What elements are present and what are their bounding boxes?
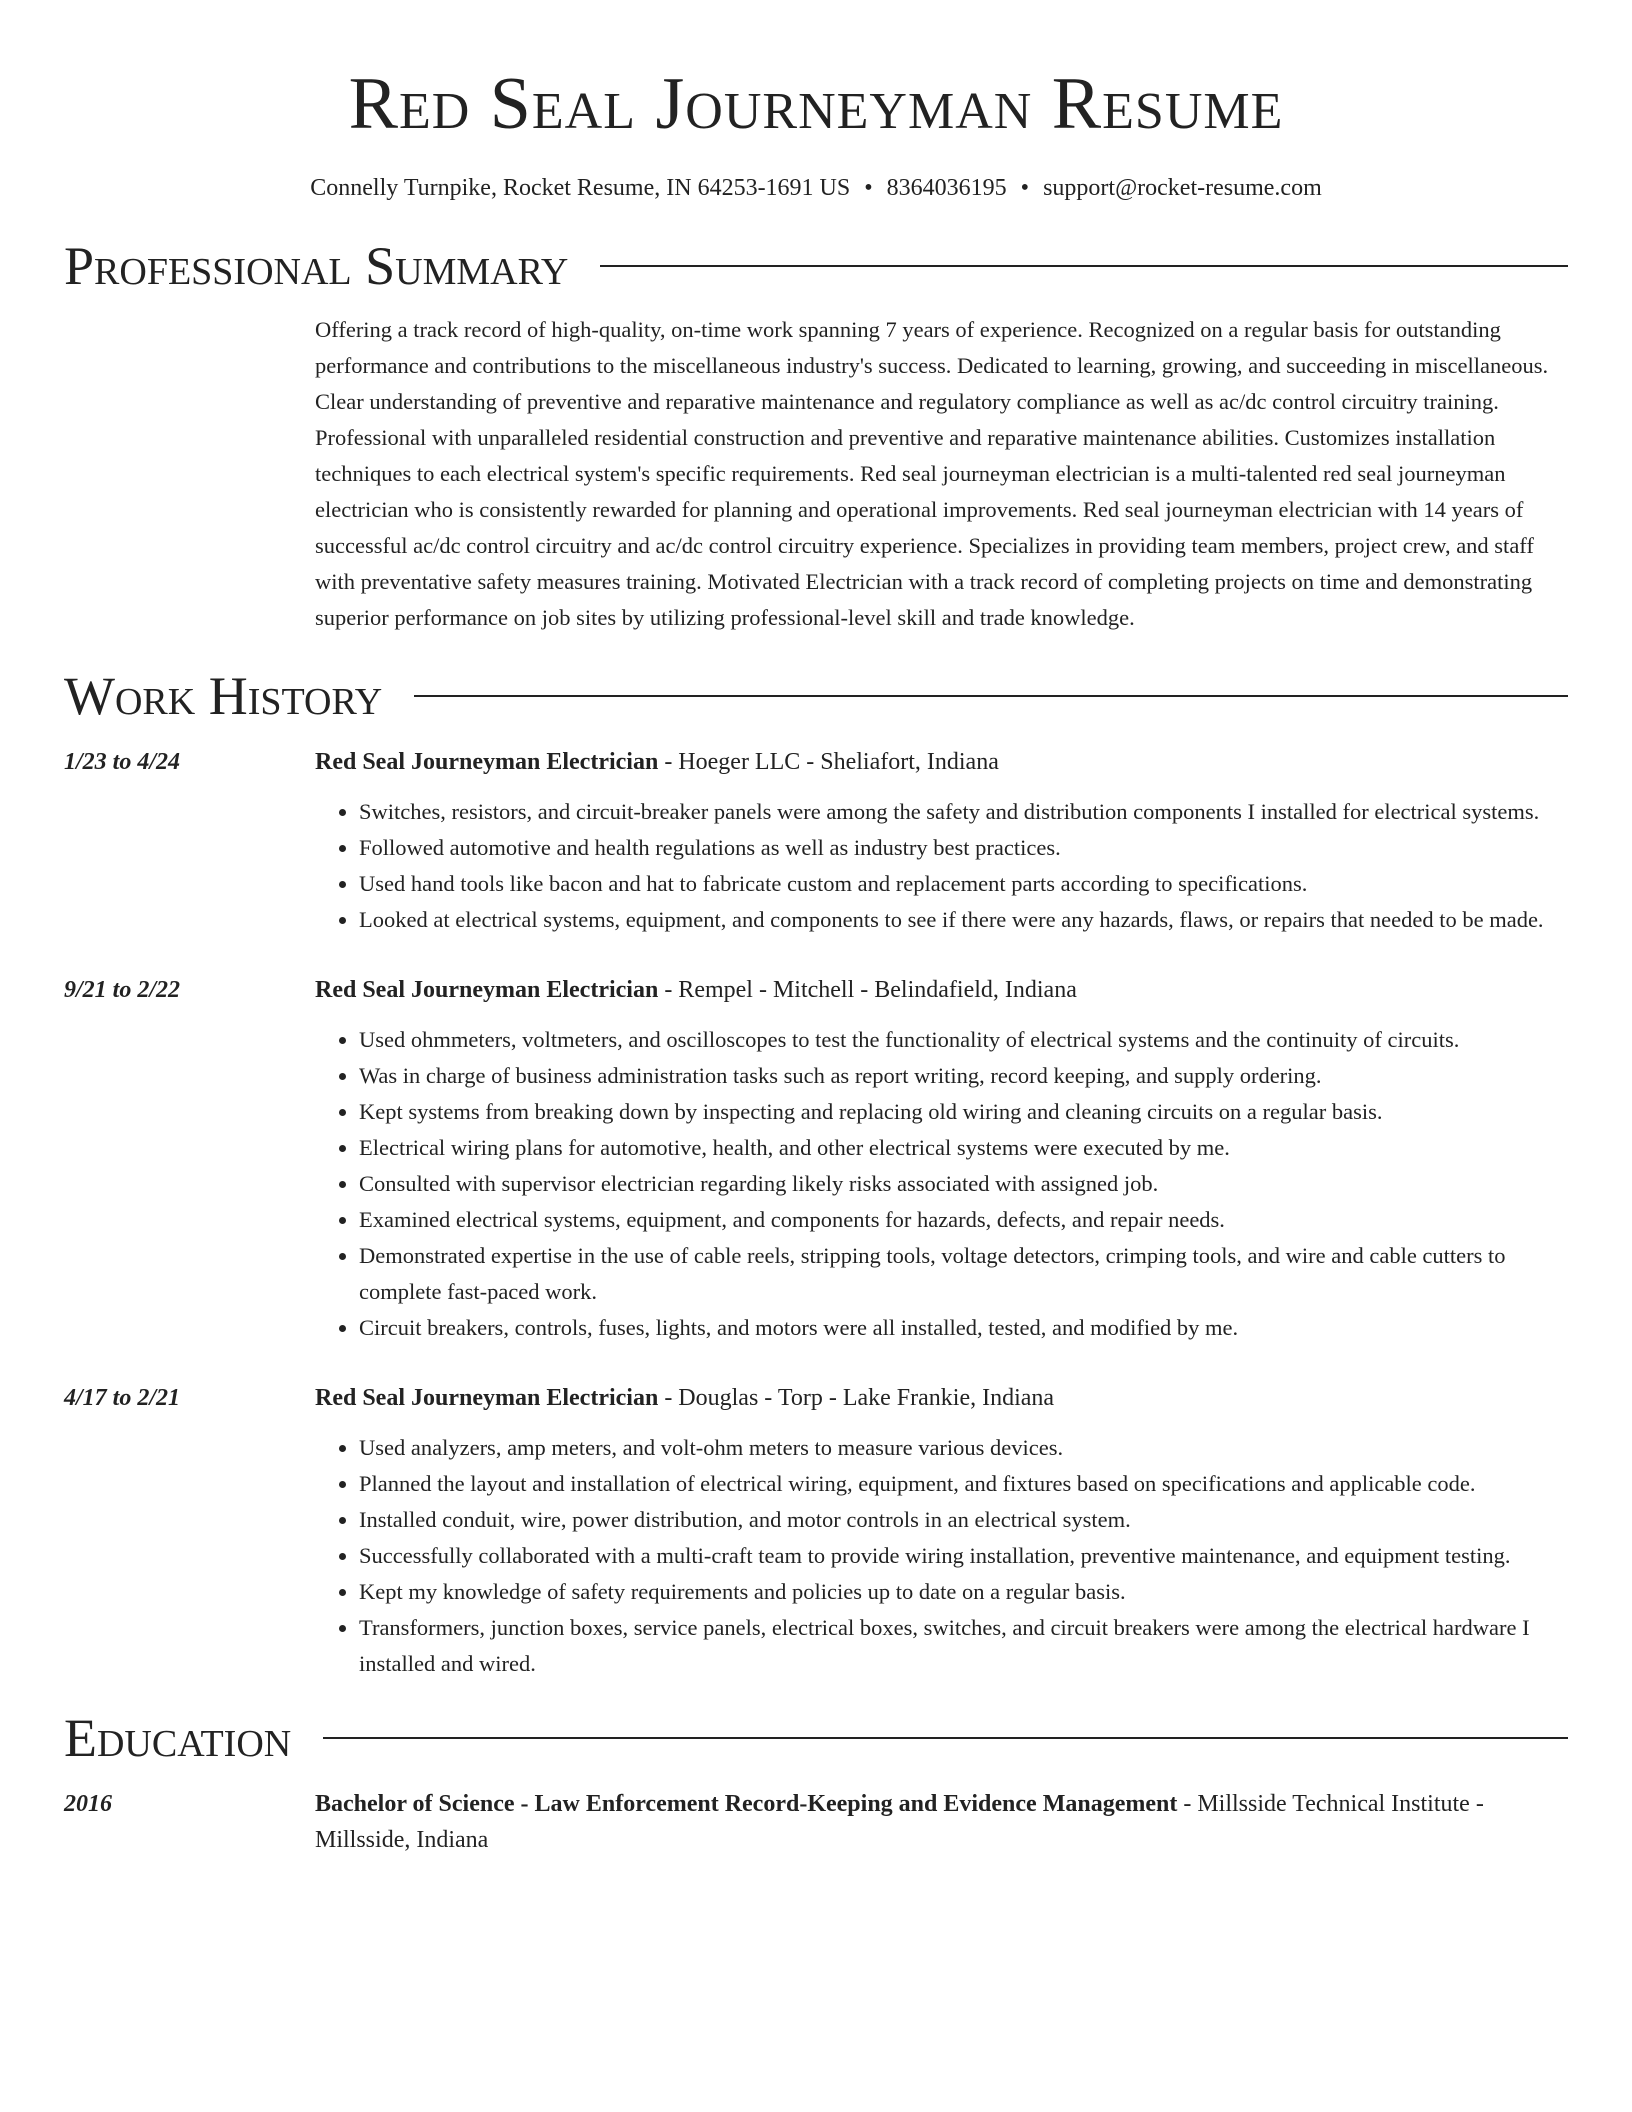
job-bullet: • Used hand tools like bacon and hat to fabricate custom and replacement parts according to specifications.: [359, 866, 1568, 902]
job-details: [315, 972, 1568, 1346]
summary-text: Offering a track record of high-quality, on-time work spanning 7 years of experience. Recognized on a regular basis for outstanding performance and contributions to the miscellaneous industry's success. Dedicated to learning, growing, and succeeding in miscellaneous. Clear understanding of preventive and reparative maintenance and regulatory compliance as well as ac/dc control circuitry training. Professional with unparalleled residential construction and preventive and reparative maintenance abilities. Customizes installation techniques to each electrical system's specific requirements. Red seal journeyman electrician is a multi-talented red seal journeyman electrician who is consistently rewarded for planning and operational improvements. Red seal journeyman electrician with 14 years of successful ac/dc control circuitry and ac/dc control circuitry experience. Specializes in providing team members, project crew, and staff with preventative safety measures training. Motivated Electrician with a track record of completing projects on time and demonstrating superior performance on job sites by utilizing professional-level skill and trade knowledge.: [315, 317, 1549, 630]
summary-section-title: Professional Summary: [64, 236, 569, 296]
job-bullet: • Demonstrated expertise in the use of cable reels, stripping tools, voltage detectors, crimping tools, and wire and cable cutters to complete fast-paced work.: [359, 1238, 1568, 1310]
contact-separator: •: [1020, 175, 1030, 201]
contact-phone: 8364036195: [886, 175, 1007, 201]
section-divider: [323, 1737, 1568, 1739]
summary-section-header: [64, 234, 1568, 298]
work-section-header: [64, 664, 1568, 728]
job-employer: - Hoeger LLC - Sheliafort, Indiana: [658, 749, 999, 775]
education-title-line: [315, 1786, 1568, 1858]
contact-line: [64, 172, 1568, 204]
job-title-line: [315, 744, 1568, 780]
job-employer: - Douglas - Torp - Lake Frankie, Indiana: [658, 1385, 1055, 1411]
job-role: Red Seal Journeyman Electrician: [315, 749, 659, 775]
job-bullet-list: [315, 794, 1568, 938]
job-details: [315, 1380, 1568, 1682]
education-school: - Millsside Technical Institute - Millsside, Indiana: [315, 1791, 1484, 1853]
job-bullet: • Transformers, junction boxes, service panels, electrical boxes, switches, and circuit breakers were among the electrical hardware I installed and wired.: [359, 1610, 1568, 1682]
job-details: [315, 744, 1568, 938]
resume-title: Red Seal Journeyman Resume: [348, 63, 1284, 145]
job-entry: [64, 1380, 1568, 1682]
job-bullet: • Kept systems from breaking down by inspecting and replacing old wiring and cleaning circuits on a regular basis.: [359, 1094, 1568, 1130]
job-bullet: • Used ohmmeters, voltmeters, and oscilloscopes to test the functionality of electrical systems and the continuity of circuits.: [359, 1022, 1568, 1058]
section-divider: [414, 695, 1568, 697]
job-bullet-list: [315, 1022, 1568, 1346]
job-entry: [64, 744, 1568, 938]
education-entry: [64, 1786, 1568, 1858]
contact-email: support@rocket-resume.com: [1043, 175, 1322, 201]
job-bullet: • Circuit breakers, controls, fuses, lights, and motors were all installed, tested, and modified by me.: [359, 1310, 1568, 1346]
education-year: 2016: [64, 1791, 112, 1817]
job-bullet: • Used analyzers, amp meters, and volt-ohm meters to measure various devices.: [359, 1430, 1568, 1466]
job-role: Red Seal Journeyman Electrician: [315, 977, 659, 1003]
education-degree: Bachelor of Science - Law Enforcement Record-Keeping and Evidence Management: [315, 1791, 1178, 1817]
job-dates: 1/23 to 4/24: [64, 749, 181, 775]
job-title-line: [315, 1380, 1568, 1416]
job-role: Red Seal Journeyman Electrician: [315, 1385, 659, 1411]
job-bullet: • Planned the layout and installation of electrical wiring, equipment, and fixtures based on specifications and applicable code.: [359, 1466, 1568, 1502]
job-bullet: • Successfully collaborated with a multi-craft team to provide wiring installation, preventive maintenance, and equipment testing.: [359, 1538, 1568, 1574]
job-bullet: • Followed automotive and health regulations as well as industry best practices.: [359, 830, 1568, 866]
contact-separator: •: [864, 175, 873, 201]
job-employer: - Rempel - Mitchell - Belindafield, Indiana: [658, 977, 1077, 1003]
job-bullet: • Was in charge of business administration tasks such as report writing, record keeping, and supply ordering.: [359, 1058, 1568, 1094]
job-bullet-list: [315, 1430, 1568, 1682]
job-bullet: • Kept my knowledge of safety requirements and policies up to date on a regular basis.: [359, 1574, 1568, 1610]
education-section-title: Education: [64, 1708, 292, 1768]
section-divider: [600, 265, 1568, 267]
job-title-line: [315, 972, 1568, 1008]
job-bullet: • Electrical wiring plans for automotive, health, and other electrical systems were executed by me.: [359, 1130, 1568, 1166]
job-bullet: • Installed conduit, wire, power distribution, and motor controls in an electrical system.: [359, 1502, 1568, 1538]
job-entry: [64, 972, 1568, 1346]
work-section-title: Work History: [64, 666, 383, 726]
education-section-header: [64, 1706, 1568, 1770]
job-bullet: • Switches, resistors, and circuit-breaker panels were among the safety and distribution components I installed for electrical systems.: [359, 794, 1568, 830]
job-dates: 9/21 to 2/22: [64, 977, 181, 1003]
job-bullet: • Looked at electrical systems, equipment, and components to see if there were any hazards, flaws, or repairs that needed to be made.: [359, 902, 1568, 938]
job-bullet: • Consulted with supervisor electrician regarding likely risks associated with assigned job.: [359, 1166, 1568, 1202]
job-dates: 4/17 to 2/21: [64, 1385, 181, 1411]
education-details: [315, 1786, 1568, 1858]
contact-address: Connelly Turnpike, Rocket Resume, IN 64253-1691 US: [310, 175, 851, 201]
job-bullet: • Examined electrical systems, equipment, and components for hazards, defects, and repair needs.: [359, 1202, 1568, 1238]
